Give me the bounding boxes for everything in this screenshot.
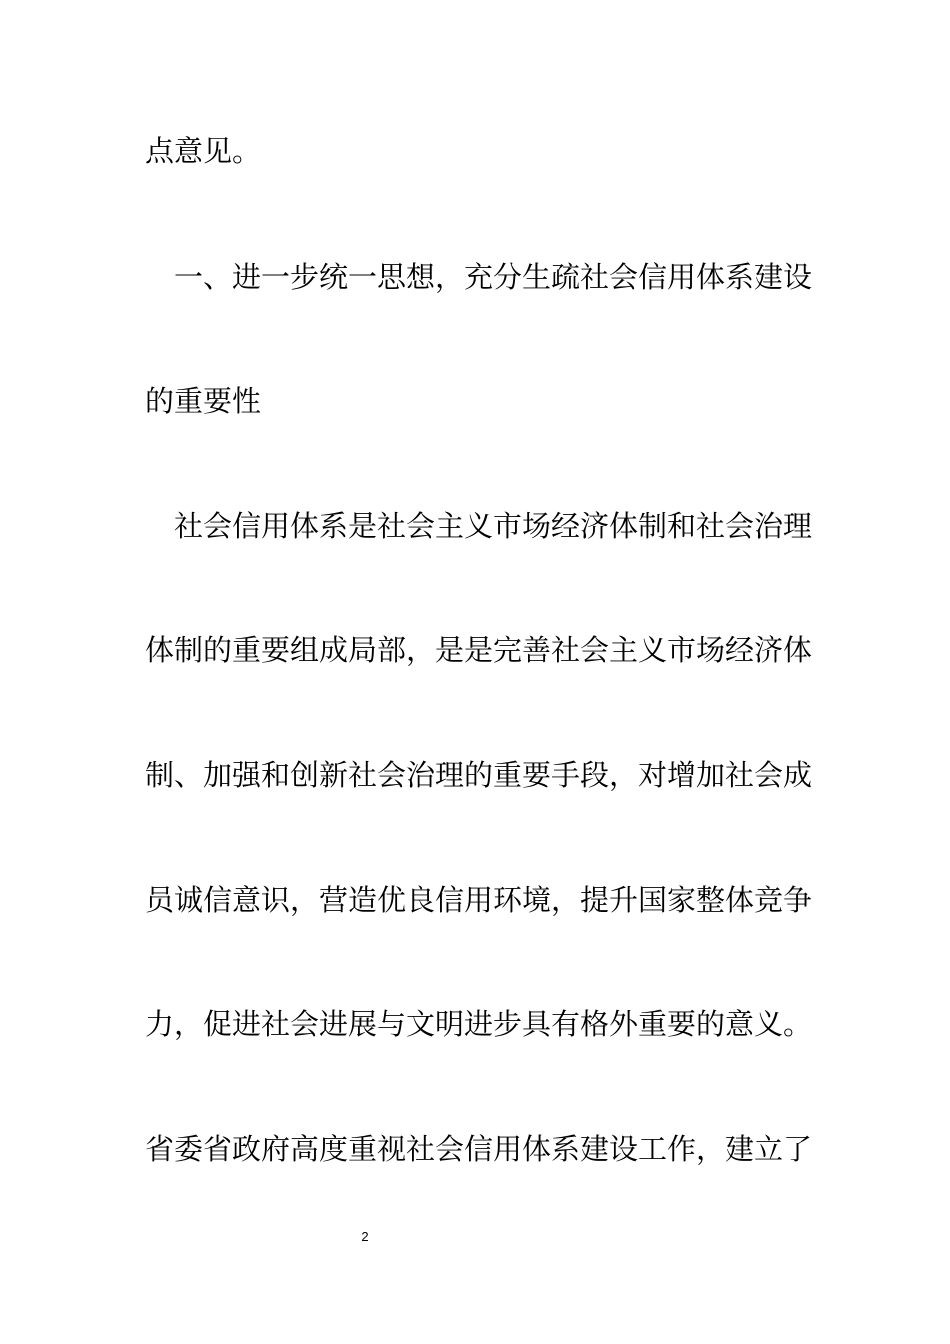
page-number: 2: [361, 1229, 369, 1244]
section-heading-line-2: 的重要性: [145, 384, 262, 418]
text-line-1: 点意见。: [145, 134, 262, 168]
paragraph-line-5: 力，促进社会进展与文明进步具有格外重要的意义。: [145, 1007, 813, 1041]
section-heading-line-1: 一、进一步统一思想，充分生疏社会信用体系建设: [174, 260, 813, 294]
paragraph-line-1: 社会信用体系是社会主义市场经济体制和社会治理: [174, 509, 813, 543]
paragraph-line-6: 省委省政府高度重视社会信用体系建设工作，建立了: [145, 1132, 813, 1166]
paragraph-line-3: 制、加强和创新社会治理的重要手段，对增加社会成: [145, 758, 813, 792]
paragraph-line-4: 员诚信意识，营造优良信用环境，提升国家整体竞争: [145, 883, 813, 917]
paragraph-line-2: 体制的重要组成局部，是是完善社会主义市场经济体: [145, 633, 813, 667]
